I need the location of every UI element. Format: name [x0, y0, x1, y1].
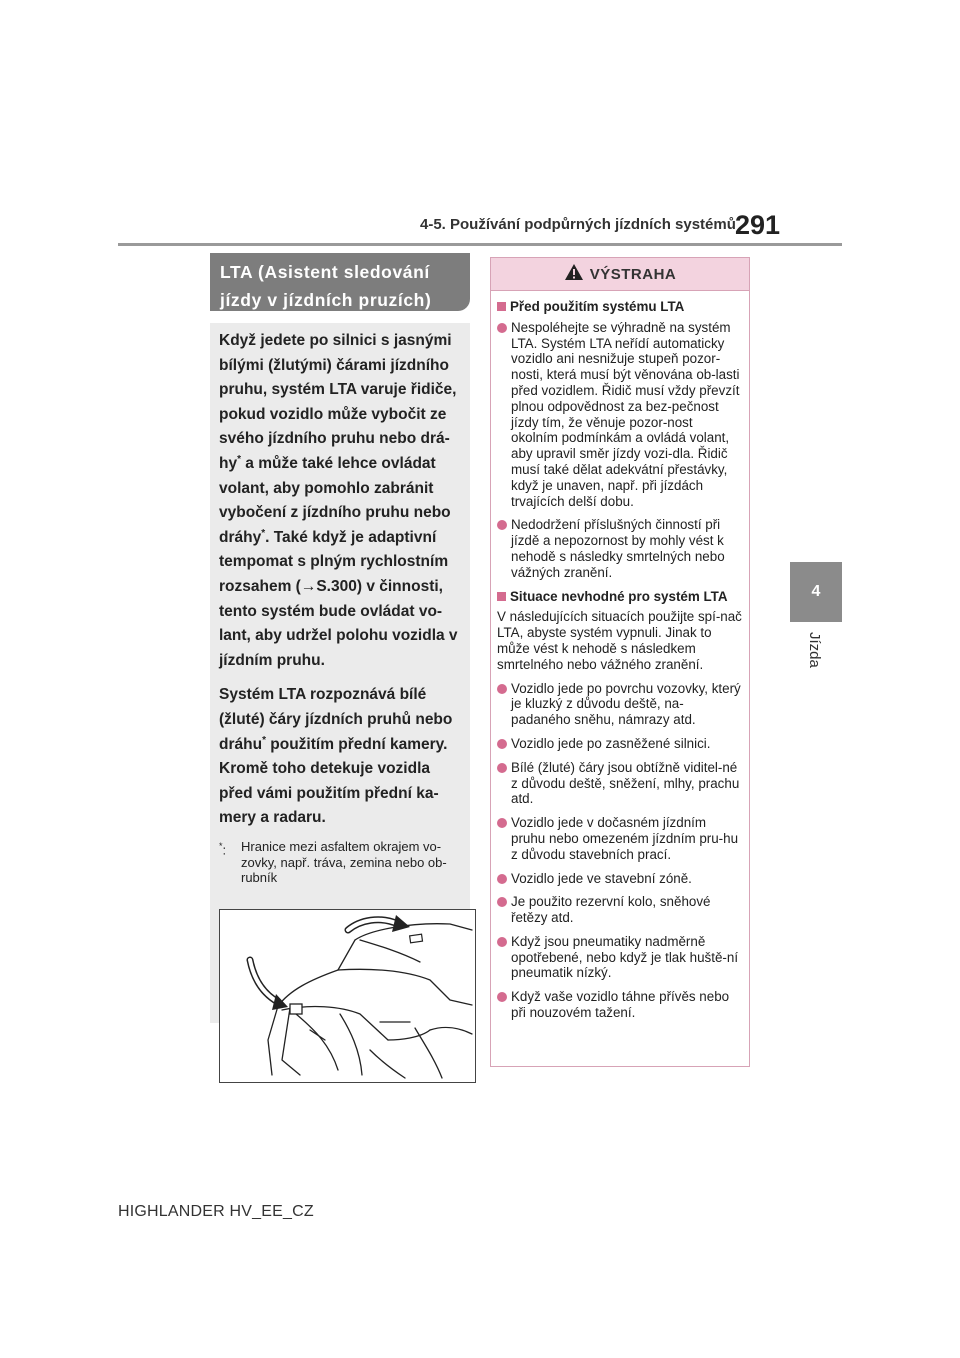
header-rule: [118, 243, 842, 246]
warning-bullet: [497, 517, 743, 580]
warning-intro-text: V následujících situacích použijte spí-nač LTA, abyste systém vypnuli. Jinak to může vést k nehodě s následkem smrtelného nebo vážného zranění.: [497, 609, 742, 672]
section-heading-line2: jízdy v jízdních pruzích): [220, 290, 432, 310]
car-front-camera-radar-illustration: [219, 909, 476, 1083]
chapter-tab: 4: [790, 562, 842, 622]
header-section-title: 4-5. Používání podpůrných jízdních systémů: [420, 216, 736, 233]
para2-text-b: použitím přední kamery. Kromě toho detekuje vozidla před vámi použitím přední ka-mery a radaru.: [219, 735, 448, 827]
warning-bullet: [497, 760, 743, 807]
arrow-right-icon: →: [300, 577, 317, 595]
warning-bullet: [497, 320, 743, 510]
para1-text-c: . Také když je adaptivní tempomat s plným rychlostním rozsahem (: [219, 528, 449, 595]
subhead-text: Situace nevhodné pro systém LTA: [510, 588, 728, 604]
para2-text-a: Systém LTA rozpoznává bílé (žluté) čáry jízdních pruhů nebo dráhu: [219, 686, 453, 753]
intro-paragraph-1: [219, 329, 461, 673]
warning-subhead-2: [497, 589, 743, 605]
warning-title: VÝSTRAHA: [589, 265, 677, 283]
bullet-dot-icon: [497, 739, 507, 749]
intro-paragraph-2: [219, 683, 461, 831]
bullet-dot-icon: [497, 763, 507, 773]
bullet-text: Vozidlo jede po zasněžené silnici.: [511, 735, 711, 751]
intro-panel: [210, 323, 470, 1023]
bullet-dot-icon: [497, 897, 507, 907]
square-bullet-icon: [497, 592, 506, 601]
bullet-text: Nespoléhejte se výhradně na systém LTA. Systém LTA neřídí automaticky vozidlo ani nesnižuje stupeň pozor-nosti, která musí být věnována ob-lasti před vozidlem. Řidič musí vždy převzít plnou odpovědnost za bez-pečnost jízdy tím, že věnuje pozor-nost okolním podmínkám a ovládá volant, aby upravil směr jízdy vozi-dla. Řidič musí také dělat adekvátní přestávky, když je unaven, např. při jízdách trvajících delší dobu.: [511, 319, 740, 509]
left-column: [210, 253, 470, 1023]
warning-body: [491, 291, 749, 1021]
bullet-text: Bílé (žluté) čáry jsou obtížně viditel-né z důvodu deště, sněžení, mlhy, prachu atd.: [511, 759, 740, 807]
bullet-dot-icon: [497, 684, 507, 694]
bullet-dot-icon: [497, 992, 507, 1002]
bullet-text: Vozidlo jede po povrchu vozovky, který je kluzký z důvodu deště, na-padaného sněhu, námrazy atd.: [511, 680, 741, 728]
warning-bullet: [497, 871, 743, 887]
warning-box: [490, 257, 750, 1067]
bullet-text: Je použito rezervní kolo, sněhové řetězy atd.: [511, 894, 711, 926]
footnote: [219, 839, 461, 886]
bullet-text: Vozidlo jede ve stavební zóně.: [511, 870, 692, 886]
subhead-text: Před použitím systému LTA: [510, 299, 685, 314]
footnote-mark: *:: [219, 840, 227, 858]
warning-bullet: [497, 894, 743, 926]
warning-bullet: [497, 736, 743, 752]
para1-text-b: a může také lehce ovládat volant, aby pomohlo zabránit vybočení z jízdního pruhu nebo dráhy: [219, 454, 451, 546]
bullet-text: Když jsou pneumatiky nadměrně opotřebené, nebo když je tlak huště-ní pneumatik nízký.: [511, 933, 739, 981]
footnote-ref: *: [237, 453, 241, 465]
para1-text-a: Když jedete po silnici s jasnými bílými (žlutými) čárami jízdního pruhu, systém LTA varuje řidiče, pokud vozidlo může vybočit ze svého jízdního pruhu nebo drá-hy: [219, 332, 457, 472]
warning-bullet: [497, 989, 743, 1021]
chapter-label: Jízda: [806, 632, 823, 668]
footnote-ref: *: [262, 734, 266, 746]
warning-bullet: [497, 815, 743, 862]
square-bullet-icon: [497, 302, 506, 311]
warning-bullet: [497, 934, 743, 981]
warning-subhead-1: [497, 299, 743, 315]
footnote-asterisk: *: [219, 840, 223, 851]
warning-triangle-icon: [564, 263, 584, 286]
warning-bullet: [497, 681, 743, 728]
bullet-dot-icon: [497, 874, 507, 884]
bullet-text: Nedodržení příslušných činností při jízdě a nepozornost by mohly vést k nehodě s následky smrtelných nebo vážných zranění.: [511, 517, 725, 580]
bullet-dot-icon: [497, 323, 507, 333]
bullet-dot-icon: [497, 937, 507, 947]
bullet-dot-icon: [497, 818, 507, 828]
bullet-text: Vozidlo jede v dočasném jízdním pruhu nebo omezeném jízdním pru-hu z důvodu stavebních prací.: [511, 815, 739, 862]
para1-text-d: S.300) v činnosti, tento systém bude ovládat vo-lant, aby udržel polohu vozidla v jízdním pruhu.: [219, 577, 458, 669]
footer-model: HIGHLANDER HV_EE_CZ: [118, 1203, 314, 1220]
section-heading-line1: LTA (Asistent sledování: [220, 262, 430, 282]
car-illustration-svg: [220, 910, 474, 1081]
page-number: 291: [735, 210, 781, 240]
section-heading: [210, 253, 470, 311]
bullet-dot-icon: [497, 520, 507, 530]
footnote-ref: *: [261, 527, 266, 539]
warning-header: [491, 258, 749, 291]
bullet-text: Když vaše vozidlo táhne přívěs nebo při nouzovém tažení.: [511, 989, 730, 1021]
footnote-text: Hranice mezi asfaltem okrajem vo-zovky, např. tráva, zemina nebo ob-rubník: [241, 838, 447, 886]
